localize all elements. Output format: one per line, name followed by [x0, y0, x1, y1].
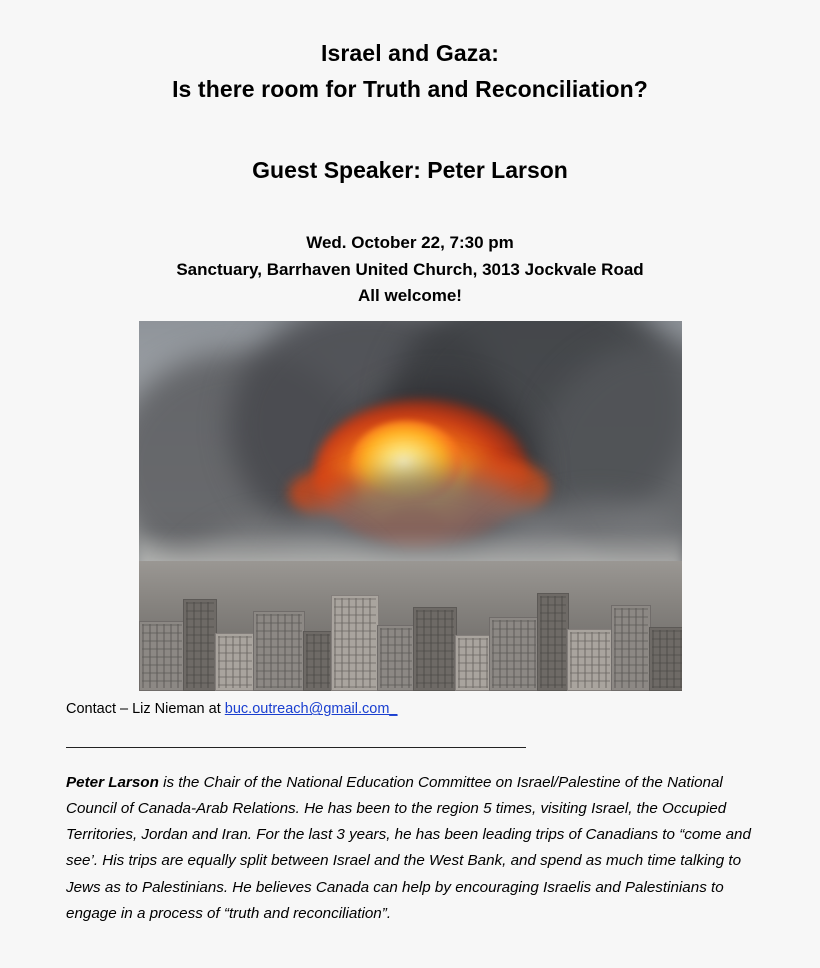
contact-line [66, 699, 820, 721]
building [537, 593, 569, 691]
explosion-photo [139, 321, 682, 691]
city-skyline [139, 561, 682, 691]
event-datetime: Wed. October 22, 7:30 pm [306, 233, 514, 253]
building [215, 633, 255, 691]
page-title-line-1: Israel and Gaza: [320, 40, 499, 66]
building [139, 621, 185, 691]
page-title-line-2: Is there room for Truth and Reconciliation? [172, 75, 648, 102]
guest-speaker-heading: Guest Speaker: Peter Larson [252, 157, 568, 184]
contact-email-link[interactable]: buc.outreach@gmail.com_ [224, 701, 398, 718]
building [413, 607, 457, 691]
building [303, 631, 333, 691]
building [253, 611, 305, 691]
building [611, 605, 651, 691]
horizontal-divider [66, 747, 526, 748]
speaker-bio-name: Peter Larson [66, 774, 159, 792]
event-welcome-note: All welcome! [358, 285, 462, 305]
building [649, 627, 682, 691]
building [331, 595, 379, 691]
speaker-bio-text: is the Chair of the National Education Committee on Israel/Palestine of the National Council of Canada-Arab Relations. He has been to the region 5 times, visiting Israel, the Occupied Territories, Jordan and Iran. For the last 3 years, he has been leading trips of Canadians to “come and see’. His trips are equally split between Israel and the West Bank, and spend as much time talking to Jews as to Palestinians. He believes Canada can help by encouraging Israelis and Palestinians to engage in a process of “truth and reconciliation”. [66, 774, 751, 922]
building [183, 599, 217, 691]
building [377, 625, 415, 691]
event-location: Sanctuary, Barrhaven United Church, 3013 Jockvale Road [176, 259, 644, 279]
title-block [0, 0, 820, 107]
speaker-bio [66, 770, 754, 927]
building [567, 629, 613, 691]
contact-prefix: Contact – Liz Nieman at [66, 701, 225, 718]
building [455, 635, 491, 691]
event-details [0, 230, 820, 309]
building [489, 617, 539, 691]
